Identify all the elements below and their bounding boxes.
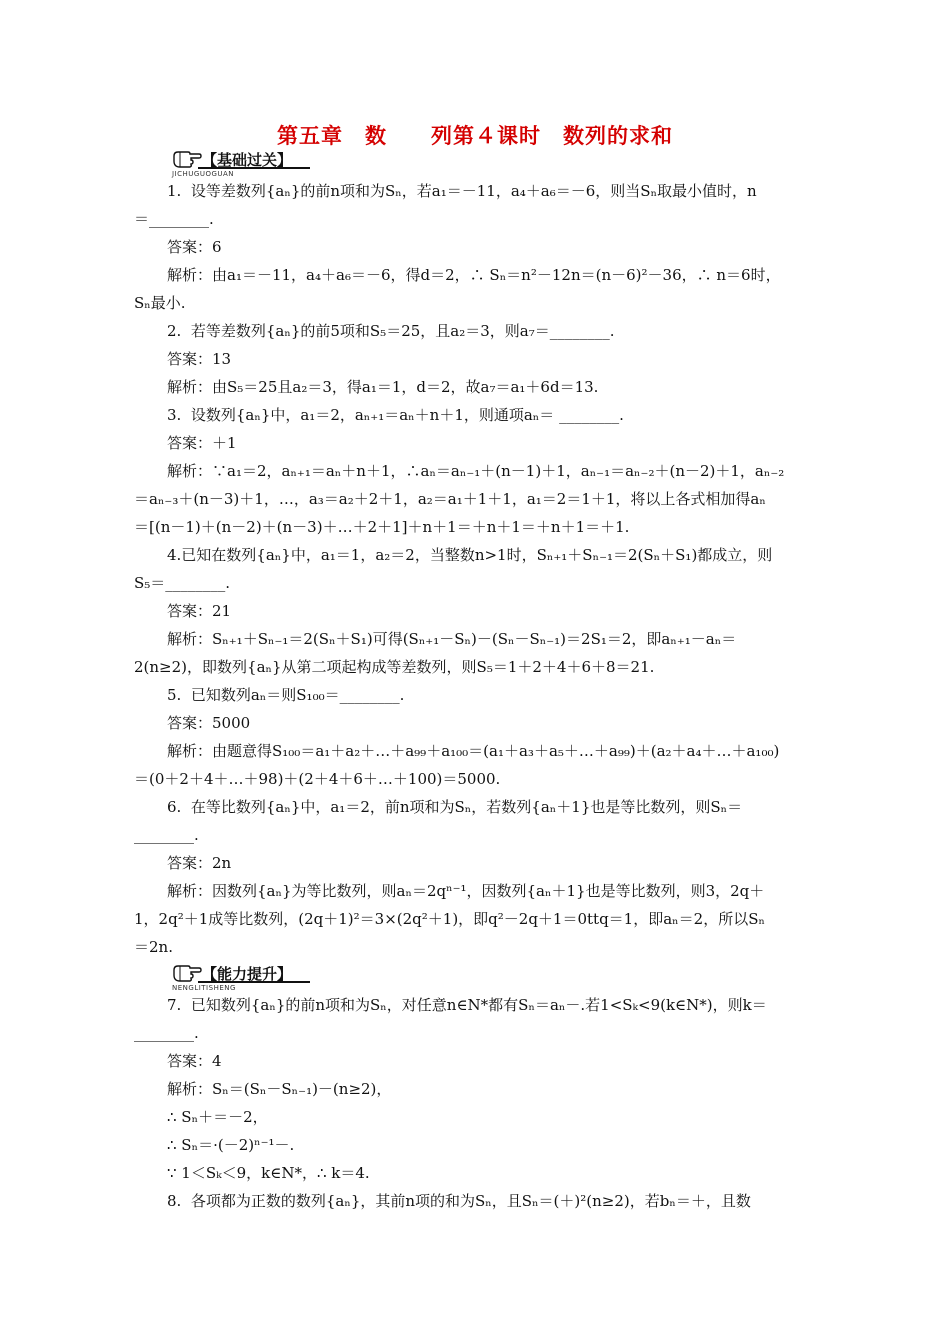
- problem-8-line: 8. 各项都为正数的数列{aₙ}，其前n项的和为Sₙ，且Sₙ＝(＋)²(n≥2)，若bₙ＝＋，且数: [167, 1192, 751, 1210]
- answer-line: 答案：2n: [167, 854, 232, 872]
- solution-line: 解析：由S₅＝25且a₂＝3，得a₁＝1，d＝2，故a₇＝a₁＋6d＝13.: [167, 378, 599, 396]
- solution-line: 解析：因数列{aₙ}为等比数列，则aₙ＝2qⁿ⁻¹，因数列{aₙ＋1}也是等比数列，则3，2q＋: [167, 882, 765, 900]
- section-header-advanced: [172, 962, 372, 996]
- text-line: ＝[(n－1)＋(n－2)＋(n－3)＋…＋2＋1]＋n＋1＝＋n＋1＝＋n＋1＝＋1.: [134, 518, 630, 536]
- text-line: S₅＝________.: [134, 574, 231, 592]
- text-line: ＝________.: [134, 210, 214, 228]
- problem-6-line: 6. 在等比数列{aₙ}中，a₁＝2，前n项和为Sₙ，若数列{aₙ＋1}也是等比数列，则Sₙ＝: [167, 798, 743, 816]
- problem-3-line: 3. 设数列{aₙ}中，a₁＝2，aₙ₊₁＝aₙ＋n＋1，则通项aₙ＝ ________.: [167, 406, 624, 424]
- solution-line: ∴ Sₙ＋＝－2，: [167, 1108, 268, 1126]
- text-line: ________.: [134, 826, 199, 844]
- text-line: 2(n≥2)，即数列{aₙ}从第二项起构成等差数列，则S₅＝1＋2＋4＋6＋8＝21.: [134, 658, 655, 676]
- text-line: Sₙ最小.: [134, 294, 186, 312]
- section-pinyin: JICHUGUOGUAN: [172, 170, 235, 178]
- section-header-basic: [172, 148, 372, 182]
- solution-line: 解析：∵a₁＝2，aₙ₊₁＝aₙ＋n＋1，∴aₙ＝aₙ₋₁＋(n－1)＋1，aₙ₋₁＝aₙ₋₂＋(n－2)＋1，aₙ₋₂: [167, 462, 785, 480]
- text-line: ＝2n.: [134, 938, 173, 956]
- text-line: 1，2q²＋1成等比数列，(2q＋1)²＝3×(2q²＋1)，即q²－2q＋1＝0ttq＝1，即aₙ＝2，所以Sₙ: [134, 910, 765, 928]
- solution-line: ∵ 1＜Sₖ＜9，k∈N*，∴ k＝4.: [167, 1164, 370, 1182]
- answer-line: 答案：13: [167, 350, 232, 368]
- solution-line: 解析：Sₙ₊₁＋Sₙ₋₁＝2(Sₙ＋S₁)可得(Sₙ₊₁－Sₙ)－(Sₙ－Sₙ₋₁)＝2S₁＝2，即aₙ₊₁－aₙ＝: [167, 630, 737, 648]
- problem-1-line: 1. 设等差数列{aₙ}的前n项和为Sₙ，若a₁＝－11，a₄＋a₆＝－6，则当Sₙ取最小值时，n: [167, 182, 757, 200]
- answer-line: 答案：4: [167, 1052, 222, 1070]
- section-label: 【能力提升】: [202, 965, 293, 983]
- text-line: ＝aₙ₋₃＋(n－3)＋1，…，a₃＝a₂＋2＋1，a₂＝a₁＋1＋1，a₁＝2＝1＋1，将以上各式相加得aₙ: [134, 490, 766, 508]
- answer-line: 答案：5000: [167, 714, 251, 732]
- answer-line: 答案：6: [167, 238, 222, 256]
- section-label: 【基础过关】: [202, 151, 293, 169]
- problem-2-line: 2. 若等差数列{aₙ}的前5项和S₅＝25，且a₂＝3，则a₇＝________.: [167, 322, 615, 340]
- text-line: ＝(0＋2＋4＋…＋98)＋(2＋4＋6＋…＋100)＝5000.: [134, 770, 501, 788]
- solution-line: 解析：Sₙ＝(Sₙ－Sₙ₋₁)－(n≥2)，: [167, 1080, 392, 1098]
- answer-line: 答案：＋1: [167, 434, 237, 452]
- section-pinyin: NENGLITISHENG: [172, 984, 236, 992]
- problem-7-line: 7. 已知数列{aₙ}的前n项和为Sₙ，对任意n∈N*都有Sₙ＝aₙ－.若1<Sₖ<9(k∈N*)，则k＝: [167, 996, 767, 1014]
- answer-line: 答案：21: [167, 602, 232, 620]
- solution-line: ∴ Sₙ＝·(－2)ⁿ⁻¹－.: [167, 1136, 295, 1154]
- page-title: 第五章 数 列第４课时 数列的求和: [277, 123, 673, 148]
- problem-4-line: 4.已知在数列{aₙ}中，a₁＝1，a₂＝2，当整数n>1时，Sₙ₊₁＋Sₙ₋₁＝2(Sₙ＋S₁)都成立，则: [167, 546, 773, 564]
- solution-line: 解析：由题意得S₁₀₀＝a₁＋a₂＋…＋a₉₉＋a₁₀₀＝(a₁＋a₃＋a₅＋…＋a₉₉)＋(a₂＋a₄＋…＋a₁₀₀): [167, 742, 780, 760]
- text-line: ________.: [134, 1024, 199, 1042]
- solution-line: 解析：由a₁＝－11，a₄＋a₆＝－6，得d＝2，∴ Sₙ＝n²－12n＝(n－6)²－36，∴ n＝6时，: [167, 266, 781, 284]
- problem-5-line: 5. 已知数列aₙ＝则S₁₀₀＝________.: [167, 686, 405, 704]
